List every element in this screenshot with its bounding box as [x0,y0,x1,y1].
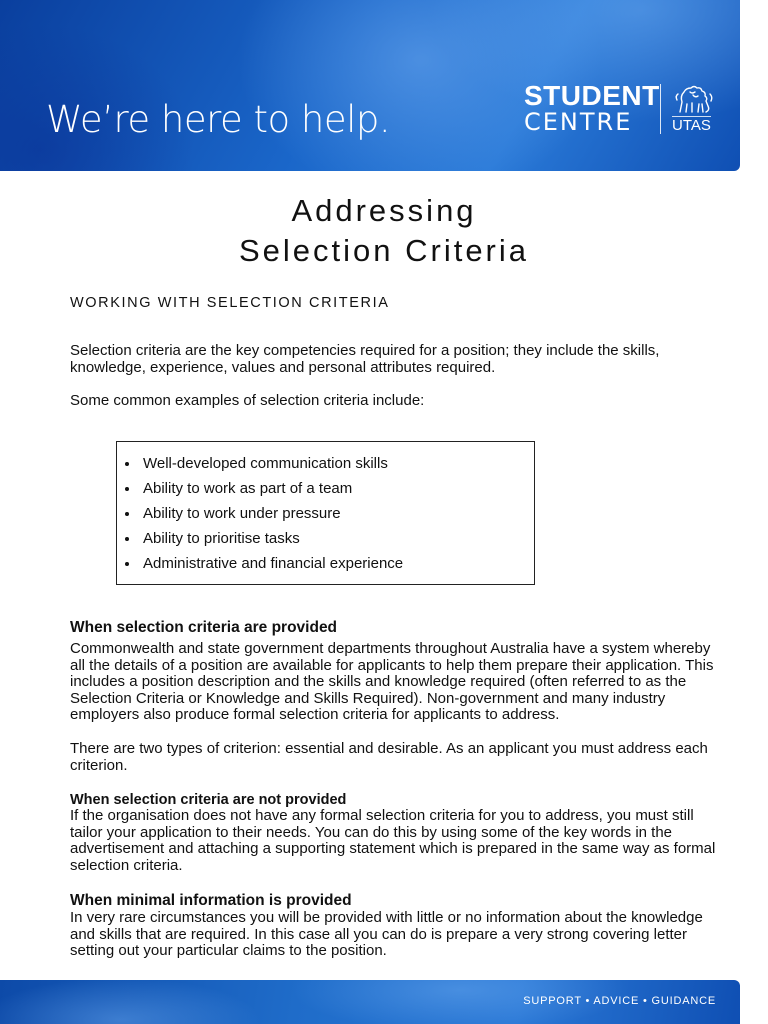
header-tagline: We’re here to help. [46,98,391,141]
minimal-paragraph: In very rare circumstances you will be provided with little or no information about the knowledge and skills that are required. In this case all you can do is prepare a very strong covering letter setting out your particular claims to the position. [70,909,703,960]
list-item-text: Well-developed communication skills [143,455,388,472]
lion-crest-icon [672,82,716,116]
footer-banner [0,980,740,1024]
examples-list [117,442,534,576]
bullet-icon [125,487,129,491]
logo-student-text: STUDENT [524,80,660,111]
list-item-text: Administrative and financial experience [143,555,404,572]
header-banner [0,0,740,171]
list-item-text: Ability to prioritise tasks [143,530,300,547]
intro-paragraph-2: Some common examples of selection criteria include: [70,392,425,409]
logo-divider [660,84,661,134]
list-item [117,526,534,551]
section-heading: WORKING WITH SELECTION CRITERIA [70,295,390,311]
not-provided-paragraph: If the organisation does not have any formal selection criteria for you to address, you must still tailor your application to their needs. You can do this by using some of the key words in the advertisement and attaching a supporting statement which is prepared in the same way as formal selection criteria. [70,807,716,874]
title-line-1: Addressing [291,193,477,228]
list-item [117,451,534,476]
minimal-heading: When minimal information is provided [70,892,352,909]
bullet-icon [125,512,129,516]
bullet-icon [125,537,129,541]
list-item-text: Ability to work under pressure [143,505,341,522]
provided-heading: When selection criteria are provided [70,619,338,636]
list-item-text: Ability to work as part of a team [143,480,353,497]
provided-paragraph-1: Commonwealth and state government departments throughout Australia have a system whereby all the details of a position are available for applicants to help them prepare their application. This includes a position description and the skills and knowledge required (often referred to as the Selection Criteria or Knowledge and Skills Required). Non-government and many industry employers also produce formal selection criteria for applicants to address. [70,640,714,724]
examples-box [116,441,535,585]
footer-tagline: SUPPORT • ADVICE • GUIDANCE [523,995,716,1007]
bullet-icon [125,462,129,466]
list-item [117,551,534,576]
logo-utas-text: UTAS [672,117,711,134]
provided-paragraph-2: There are two types of criterion: essential and desirable. As an applicant you must address each criterion. [70,740,708,774]
document-title [0,191,768,271]
not-provided-heading: When selection criteria are not provided [70,792,347,808]
intro-paragraph-1: Selection criteria are the key competencies required for a position; they include the skills, knowledge, experience, values and personal attributes required. [70,342,660,376]
logo-centre-text: CENTRE [524,108,633,136]
title-line-2: Selection Criteria [238,233,530,268]
list-item [117,476,534,501]
bullet-icon [125,562,129,566]
student-centre-logo [524,82,724,138]
list-item [117,501,534,526]
